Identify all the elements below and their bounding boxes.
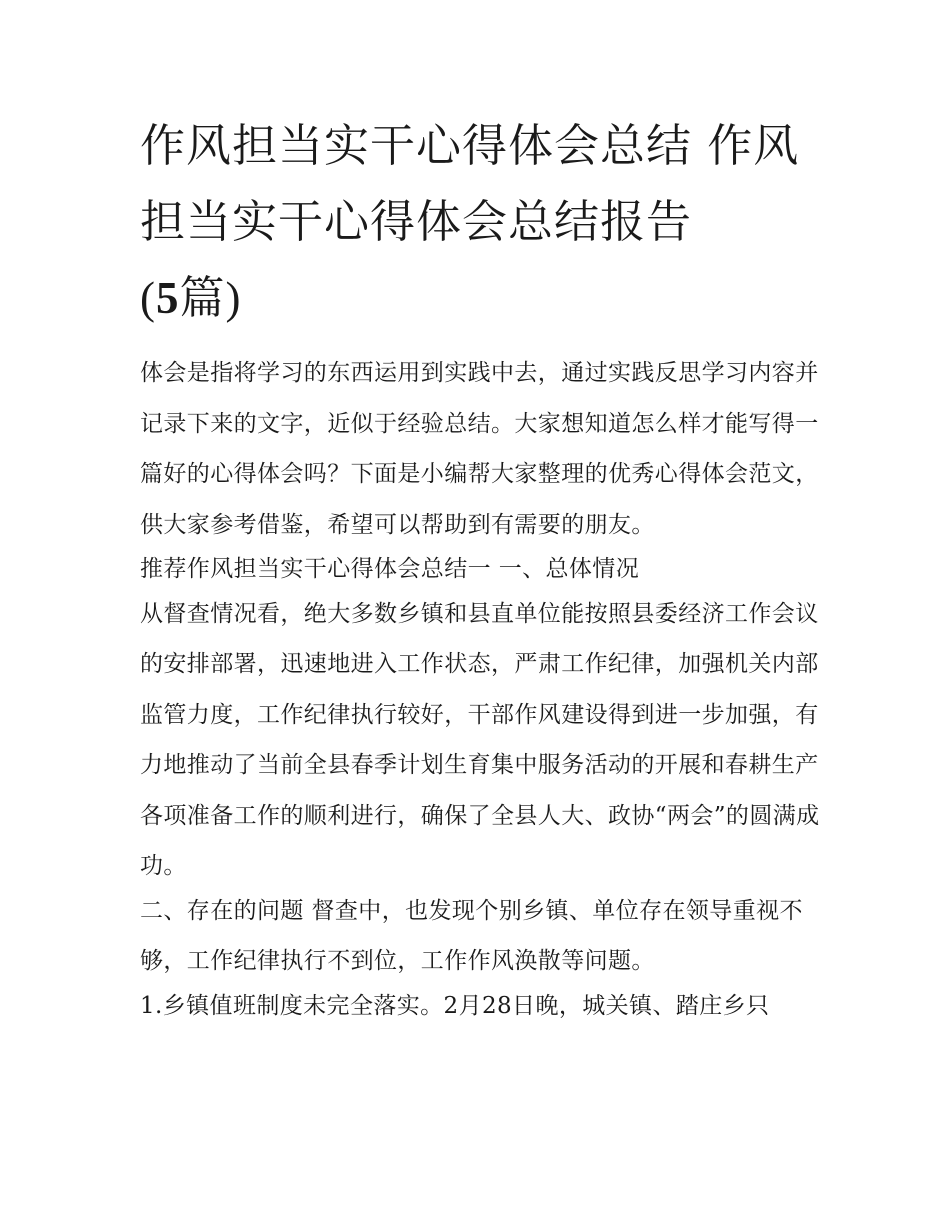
title-text: 作风担当实干心得体会总结 作风担当实干心得体会总结报告	[140, 119, 800, 248]
problem-item-1: 1.乡镇值班制度未完全落实。2月28日晚，城关镇、踏庄乡只	[140, 992, 770, 1019]
document-title	[140, 108, 820, 336]
problems-paragraph: 二、存在的问题 督查中，也发现个别乡镇、单位存在领导重视不够，工作纪律执行不到位，工作作风涣散等问题。	[140, 897, 803, 974]
document-page	[140, 108, 820, 1031]
title-suffix: (5篇)	[140, 273, 242, 323]
section-heading-overview: 推荐作风担当实干心得体会总结一 一、总体情况	[140, 556, 640, 582]
title-suffix-number: 5	[156, 273, 180, 323]
intro-paragraph: 体会是指将学习的东西运用到实践中去，通过实践反思学习内容并记录下来的文字，近似于经验总结。大家想知道怎么样才能写得一篇好的心得体会吗？下面是小编帮大家整理的优秀心得体会范文，供大家参考借鉴，希望可以帮助到有需要的朋友。	[140, 360, 819, 538]
document-body	[140, 348, 820, 1031]
overview-paragraph: 从督查情况看，绝大多数乡镇和县直单位能按照县委经济工作会议的安排部署，迅速地进入工作状态，严肃工作纪律，加强机关内部监管力度，工作纪律执行较好，干部作风建设得到进一步加强，有力地推动了当前全县春季计划生育集中服务活动的开展和春耕生产各项准备工作的顺利进行，确保了全县人大、政协“两会”的圆满成功。	[140, 600, 820, 879]
